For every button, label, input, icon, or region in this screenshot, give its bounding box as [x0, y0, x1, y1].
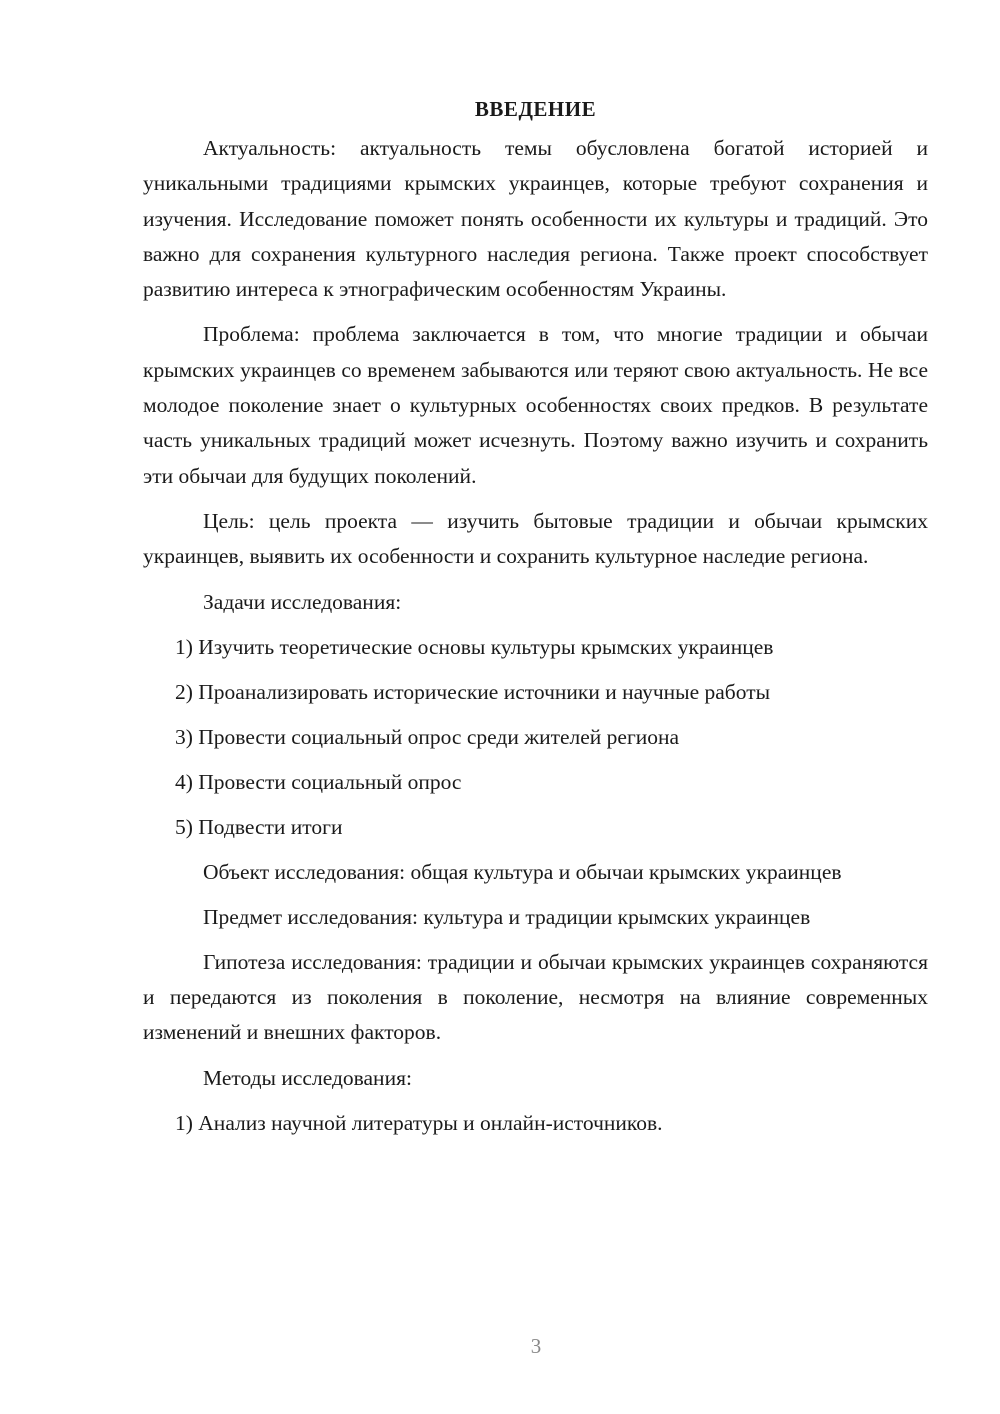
hypothesis-paragraph: Гипотеза исследования: традиции и обычаи крымских украинцев сохраняются и передаются из поколения в поколение, несмотря на влияние современных изменений и внешних факторов.: [143, 949, 928, 1045]
list-item: 5) Подвести итоги: [175, 814, 343, 839]
tasks-list: [143, 630, 928, 845]
object-paragraph: Объект исследования: общая культура и обычаи крымских украинцев: [203, 859, 842, 884]
list-item: 2) Проанализировать исторические источники и научные работы: [175, 679, 771, 704]
tasks-heading: Задачи исследования:: [203, 589, 402, 614]
goal-paragraph: Цель: цель проекта — изучить бытовые традиции и обычаи крымских украинцев, выявить их особенности и сохранить культурное наследие региона.: [143, 508, 928, 569]
list-item: 3) Провести социальный опрос среди жителей региона: [175, 724, 680, 749]
page-title: ВВЕДЕНИЕ: [474, 97, 597, 121]
relevance-paragraph: Актуальность: актуальность темы обусловлена богатой историей и уникальными традициями крымских украинцев, которые требуют сохранения и изучения. Исследование поможет понять особенности их культуры и традиций. Это важно для сохранения культурного наследия региона. Также проект способствует развитию интереса к этнографическим особенностям Украины.: [143, 136, 928, 302]
methods-list: [143, 1106, 928, 1141]
list-item: 1) Изучить теоретические основы культуры крымских украинцев: [175, 634, 774, 659]
methods-heading: Методы исследования:: [203, 1065, 412, 1090]
page-number: 3: [530, 1334, 542, 1358]
list-item: 4) Провести социальный опрос: [175, 769, 462, 794]
problem-paragraph: Проблема: проблема заключается в том, что многие традиции и обычаи крымских украинцев со временем забываются или теряют свою актуальность. Не все молодое поколение знает о культурных особенностях своих предков. В результате часть уникальных традиций может исчезнуть. Поэтому важно изучить и сохранить эти обычаи для будущих поколений.: [143, 322, 928, 488]
list-item: 1) Анализ научной литературы и онлайн-источников.: [175, 1110, 663, 1135]
subject-paragraph: Предмет исследования: культура и традиции крымских украинцев: [203, 904, 811, 929]
document-page: [143, 92, 928, 1151]
